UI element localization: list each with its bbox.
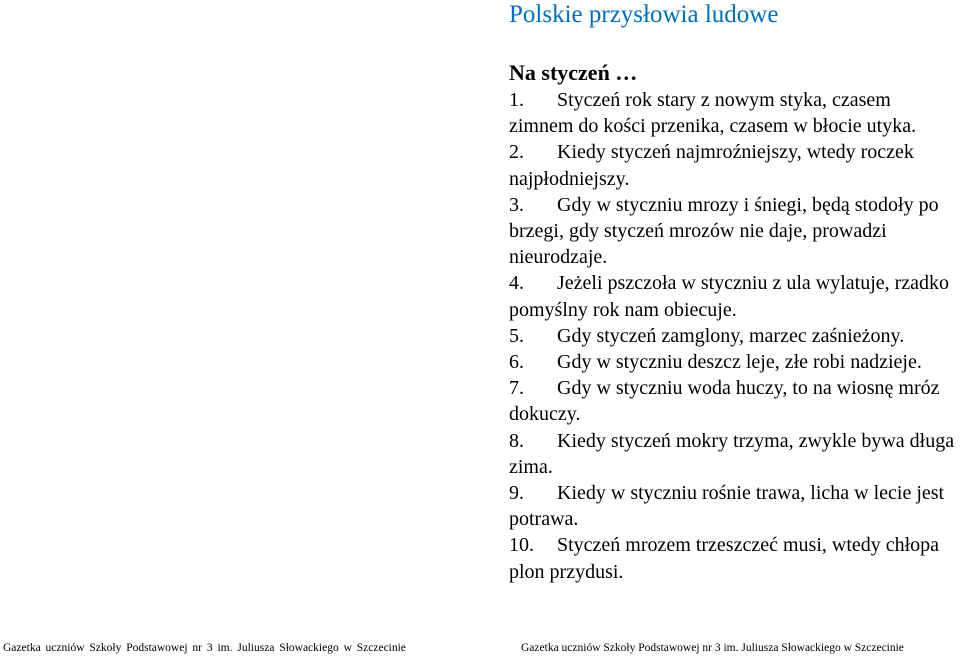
- proverb-item: [509, 428, 955, 480]
- proverb-number: 4.: [509, 272, 524, 295]
- proverb-number: 6.: [509, 351, 524, 374]
- proverb-number: 5.: [509, 324, 524, 347]
- proverb-item: [509, 375, 955, 427]
- proverb-text: Kiedy w styczniu rośnie trawa, licha w lecie jest potrawa.: [509, 482, 945, 531]
- proverb-number: 8.: [509, 429, 524, 452]
- page-title: Polskie przysłowia ludowe: [509, 1, 779, 28]
- footer-left: Gazetka uczniów Szkoły Podstawowej nr 3 im. Juliusza Słowackiego w Szczecinie: [3, 642, 406, 654]
- proverb-number: 1.: [509, 89, 524, 111]
- proverb-number: 3.: [509, 193, 524, 216]
- proverb-item: [509, 270, 955, 322]
- proverb-text: Styczeń mrozem trzeszczeć musi, wtedy chłopa plon przydusi.: [509, 534, 940, 583]
- proverb-text: Kiedy styczeń najmroźniejszy, wtedy roczek najpłodniejszy.: [509, 141, 914, 190]
- proverb-item: [509, 323, 955, 349]
- proverb-text: Gdy w styczniu mrozy i śniegi, będą stodoły po brzegi, gdy styczeń mrozów nie daje, prowadzi nieurodzaje.: [509, 193, 939, 269]
- proverb-number: 10.: [509, 534, 534, 557]
- proverb-item: [509, 480, 955, 532]
- proverb-text: Jeżeli pszczoła w styczniu z ula wylatuje, rzadko pomyślny rok nam obiecuje.: [509, 272, 950, 321]
- proverb-item: [509, 87, 955, 139]
- footer-right: Gazetka uczniów Szkoły Podstawowej nr 3 im. Juliusza Słowackiego w Szczecinie: [521, 642, 904, 654]
- section-heading: Na styczeń …: [509, 60, 638, 85]
- proverb-item: [509, 139, 955, 191]
- proverb-item: [509, 192, 955, 271]
- proverb-text: Kiedy styczeń mokry trzyma, zwykle bywa długa zima.: [509, 429, 955, 478]
- proverb-text: Styczeń rok stary z nowym styka, czasem zimnem do kości przenika, czasem w błocie utyka.: [509, 89, 917, 138]
- proverb-item: [509, 349, 955, 375]
- proverb-number: 2.: [509, 141, 524, 164]
- proverb-number: 9.: [509, 482, 524, 505]
- proverb-text: Gdy w styczniu deszcz leje, złe robi nadzieje.: [557, 351, 922, 374]
- proverb-number: 7.: [509, 377, 524, 400]
- proverb-text: Gdy styczeń zamglony, marzec zaśnieżony.: [557, 324, 905, 347]
- proverb-list: [509, 87, 955, 585]
- proverb-text: Gdy w styczniu woda huczy, to na wiosnę mróz dokuczy.: [509, 377, 940, 426]
- proverb-item: [509, 532, 955, 584]
